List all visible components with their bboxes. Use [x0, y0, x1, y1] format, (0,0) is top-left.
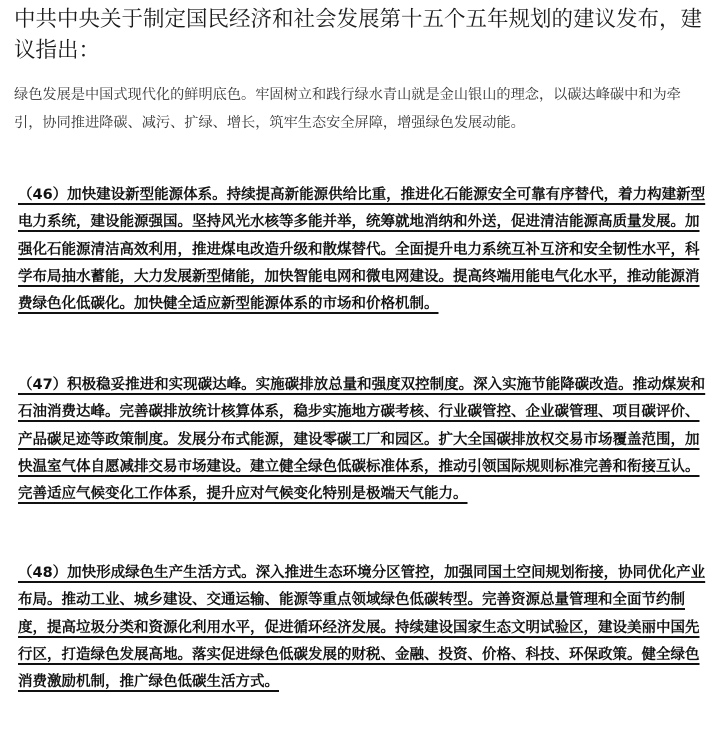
page-title: 中共中央关于制定国民经济和社会发展第十五个五年规划的建议发布，建议指出： [14, 7, 703, 63]
section-47-paragraph [18, 372, 708, 508]
section-47-text: （47）积极稳妥推进和实现碳达峰。实施碳排放总量和强度双控制度。深入实施节能降碳改造。推动煤炭和石油消费达峰。完善碳排放统计核算体系，稳步实施地方碳考核、行业碳管控、企业碳管理、项目碳评价、产品碳足迹等政策制度。发展分布式能源，建设零碳工厂和园区。扩大全国碳排放权交易市场覆盖范围，加快温室气体自愿减排交易市场建设。建立健全绿色低碳标准体系，推动引领国际规则标准完善和衔接互认。完善适应气候变化工作体系，提升应对气候变化特别是极端天气能力。 [18, 377, 706, 503]
section-46-text: （46）加快建设新型能源体系。持续提高新能源供给比重，推进化石能源安全可靠有序替代，着力构建新型电力系统，建设能源强国。坚持风光水核等多能并举，统筹就地消纳和外送，促进清洁能源高质量发展。加强化石能源清洁高效利用，推进煤电改造升级和散煤替代。全面提升电力系统互补互济和安全韧性水平，科学布局抽水蓄能，大力发展新型储能，加快智能电网和微电网建设。提高终端用能电气化水平，推动能源消费绿色化低碳化。加快健全适应新型能源体系的市场和价格机制。 [18, 187, 706, 313]
section-48-paragraph [18, 560, 708, 696]
intro-paragraph: 绿色发展是中国式现代化的鲜明底色。牢固树立和践行绿水青山就是金山银山的理念，以碳达峰碳中和为牵引，协同推进降碳、减污、扩绿、增长，筑牢生态安全屏障，增强绿色发展动能。 [14, 87, 681, 131]
section-48-text: （48）加快形成绿色生产生活方式。深入推进生态环境分区管控，加强同国土空间规划衔接，协同优化产业布局。推动工业、城乡建设、交通运输、能源等重点领域绿色低碳转型。完善资源总量管理和全面节约制度，提高垃圾分类和资源化利用水平，促进循环经济发展。持续建设国家生态文明试验区，建设美丽中国先行区，打造绿色发展高地。落实促进绿色低碳发展的财税、金融、投资、价格、科技、环保政策。健全绿色消费激励机制，推广绿色低碳生活方式。 [18, 565, 706, 691]
section-46-paragraph [18, 182, 708, 318]
